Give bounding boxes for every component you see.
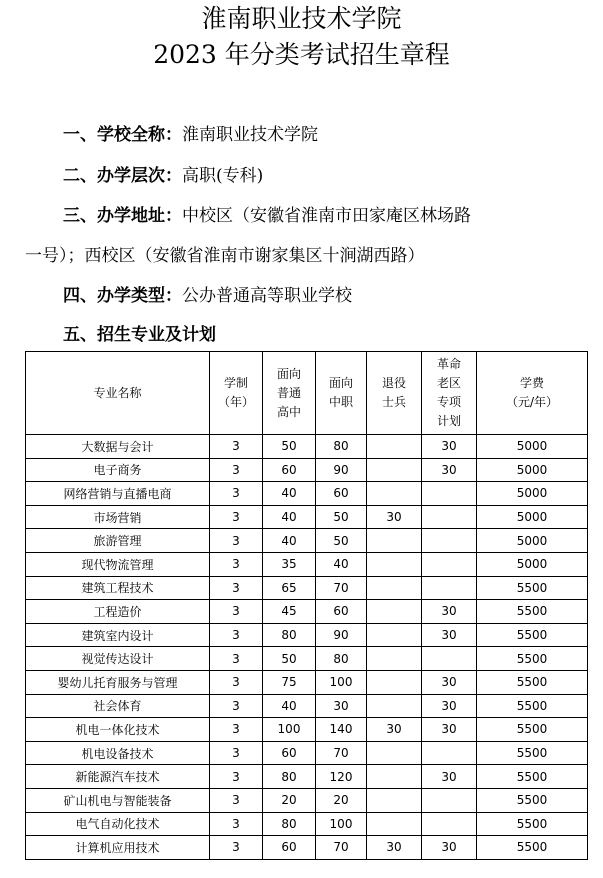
header-high-school: 面向 普通 高中 <box>263 352 316 435</box>
cell-vocational: 20 <box>316 788 367 812</box>
cell-tuition: 5500 <box>477 694 588 718</box>
table-row <box>26 600 588 624</box>
cell-duration: 3 <box>210 600 263 624</box>
cell-tuition: 5500 <box>477 670 588 694</box>
cell-duration: 3 <box>210 788 263 812</box>
cell-major-name: 电子商务 <box>26 458 210 482</box>
cell-major-name: 社会体育 <box>26 694 210 718</box>
cell-major-name: 工程造价 <box>26 600 210 624</box>
cell-high-school: 40 <box>263 529 316 553</box>
header-major-name: 专业名称 <box>26 352 210 435</box>
cell-veterans <box>367 812 422 836</box>
cell-veterans <box>367 458 422 482</box>
cell-veterans <box>367 435 422 459</box>
section-value: 高职(专科) <box>182 166 264 186</box>
section-address-continued <box>25 245 425 267</box>
cell-veterans <box>367 623 422 647</box>
cell-duration: 3 <box>210 718 263 742</box>
table-row <box>26 529 588 553</box>
cell-tuition: 5500 <box>477 600 588 624</box>
cell-veterans <box>367 765 422 789</box>
cell-revolutionary-area: 30 <box>422 765 477 789</box>
cell-tuition: 5500 <box>477 647 588 671</box>
cell-vocational: 90 <box>316 458 367 482</box>
cell-veterans: 30 <box>367 836 422 860</box>
cell-revolutionary-area <box>422 741 477 765</box>
cell-duration: 3 <box>210 812 263 836</box>
cell-high-school: 45 <box>263 600 316 624</box>
cell-duration: 3 <box>210 552 263 576</box>
cell-major-name: 现代物流管理 <box>26 552 210 576</box>
cell-duration: 3 <box>210 529 263 553</box>
cell-duration: 3 <box>210 576 263 600</box>
table-row <box>26 623 588 647</box>
cell-duration: 3 <box>210 505 263 529</box>
cell-veterans <box>367 788 422 812</box>
cell-vocational: 50 <box>316 505 367 529</box>
cell-high-school: 60 <box>263 741 316 765</box>
section-value: 一号）；西校区（安徽省淮南市谢家集区十涧湖西路） <box>25 246 425 266</box>
cell-major-name: 大数据与会计 <box>26 435 210 459</box>
cell-major-name: 市场营销 <box>26 505 210 529</box>
cell-vocational: 70 <box>316 741 367 765</box>
cell-high-school: 40 <box>263 505 316 529</box>
table-row <box>26 765 588 789</box>
cell-vocational: 120 <box>316 765 367 789</box>
cell-major-name: 计算机应用技术 <box>26 836 210 860</box>
header-veterans: 退役 士兵 <box>367 352 422 435</box>
cell-major-name: 视觉传达设计 <box>26 647 210 671</box>
table-row <box>26 647 588 671</box>
cell-revolutionary-area: 30 <box>422 623 477 647</box>
cell-tuition: 5000 <box>477 435 588 459</box>
table-row <box>26 741 588 765</box>
cell-revolutionary-area <box>422 812 477 836</box>
enrollment-table <box>25 351 588 860</box>
document-subtitle: 2023 年分类考试招生章程 <box>153 40 450 69</box>
cell-vocational: 80 <box>316 647 367 671</box>
header-duration: 学制 （年） <box>210 352 263 435</box>
table-row <box>26 812 588 836</box>
section-label: 二、办学层次： <box>63 166 182 186</box>
table-row <box>26 670 588 694</box>
cell-revolutionary-area <box>422 482 477 506</box>
section-enrollment-plan <box>63 324 216 346</box>
table-row <box>26 718 588 742</box>
cell-vocational: 30 <box>316 694 367 718</box>
table-row <box>26 552 588 576</box>
cell-revolutionary-area: 30 <box>422 458 477 482</box>
table-row <box>26 435 588 459</box>
cell-vocational: 90 <box>316 623 367 647</box>
header-revolutionary-area: 革命 老区 专项 计划 <box>422 352 477 435</box>
cell-high-school: 60 <box>263 836 316 860</box>
cell-veterans <box>367 576 422 600</box>
cell-high-school: 75 <box>263 670 316 694</box>
table-row <box>26 505 588 529</box>
cell-high-school: 100 <box>263 718 316 742</box>
cell-high-school: 80 <box>263 623 316 647</box>
cell-veterans <box>367 600 422 624</box>
section-type <box>63 285 352 307</box>
cell-high-school: 65 <box>263 576 316 600</box>
cell-tuition: 5000 <box>477 529 588 553</box>
cell-tuition: 5500 <box>477 741 588 765</box>
cell-high-school: 80 <box>263 812 316 836</box>
cell-veterans <box>367 482 422 506</box>
cell-duration: 3 <box>210 670 263 694</box>
cell-revolutionary-area: 30 <box>422 670 477 694</box>
cell-revolutionary-area <box>422 788 477 812</box>
cell-veterans <box>367 552 422 576</box>
section-school-name <box>63 124 318 146</box>
section-label: 四、办学类型： <box>63 286 182 306</box>
cell-vocational: 80 <box>316 435 367 459</box>
cell-veterans <box>367 694 422 718</box>
section-value: 公办普通高等职业学校 <box>182 286 352 306</box>
cell-veterans <box>367 670 422 694</box>
table-row <box>26 836 588 860</box>
section-value: 中校区（安徽省淮南市田家庵区林场路 <box>182 206 471 226</box>
cell-high-school: 20 <box>263 788 316 812</box>
cell-veterans <box>367 647 422 671</box>
cell-revolutionary-area <box>422 552 477 576</box>
section-address <box>63 205 471 227</box>
cell-veterans <box>367 529 422 553</box>
cell-high-school: 60 <box>263 458 316 482</box>
section-level <box>63 165 263 187</box>
table-row <box>26 458 588 482</box>
cell-major-name: 新能源汽车技术 <box>26 765 210 789</box>
cell-revolutionary-area: 30 <box>422 694 477 718</box>
cell-duration: 3 <box>210 435 263 459</box>
cell-high-school: 50 <box>263 647 316 671</box>
table-row <box>26 788 588 812</box>
cell-revolutionary-area: 30 <box>422 435 477 459</box>
cell-major-name: 网络营销与直播电商 <box>26 482 210 506</box>
cell-major-name: 婴幼儿托育服务与管理 <box>26 670 210 694</box>
cell-tuition: 5500 <box>477 718 588 742</box>
cell-duration: 3 <box>210 836 263 860</box>
section-value: 淮南职业技术学院 <box>182 125 318 145</box>
section-label: 一、学校全称： <box>63 125 182 145</box>
table-row <box>26 694 588 718</box>
cell-tuition: 5500 <box>477 812 588 836</box>
section-label: 三、办学地址： <box>63 206 182 226</box>
cell-tuition: 5500 <box>477 576 588 600</box>
cell-vocational: 60 <box>316 600 367 624</box>
cell-vocational: 50 <box>316 529 367 553</box>
cell-vocational: 70 <box>316 836 367 860</box>
cell-tuition: 5000 <box>477 552 588 576</box>
cell-high-school: 35 <box>263 552 316 576</box>
cell-vocational: 100 <box>316 670 367 694</box>
section-heading: 五、招生专业及计划 <box>63 325 216 345</box>
cell-tuition: 5000 <box>477 458 588 482</box>
cell-vocational: 100 <box>316 812 367 836</box>
cell-tuition: 5000 <box>477 505 588 529</box>
cell-revolutionary-area <box>422 576 477 600</box>
cell-tuition: 5500 <box>477 765 588 789</box>
cell-revolutionary-area: 30 <box>422 836 477 860</box>
header-vocational: 面向 中职 <box>316 352 367 435</box>
cell-major-name: 机电设备技术 <box>26 741 210 765</box>
cell-veterans <box>367 741 422 765</box>
table-row <box>26 576 588 600</box>
cell-tuition: 5500 <box>477 836 588 860</box>
cell-duration: 3 <box>210 765 263 789</box>
cell-tuition: 5500 <box>477 788 588 812</box>
cell-revolutionary-area: 30 <box>422 600 477 624</box>
cell-duration: 3 <box>210 647 263 671</box>
cell-duration: 3 <box>210 458 263 482</box>
cell-vocational: 40 <box>316 552 367 576</box>
cell-duration: 3 <box>210 741 263 765</box>
cell-revolutionary-area <box>422 529 477 553</box>
cell-duration: 3 <box>210 694 263 718</box>
cell-high-school: 40 <box>263 694 316 718</box>
cell-veterans: 30 <box>367 718 422 742</box>
cell-vocational: 60 <box>316 482 367 506</box>
table-header-row <box>26 352 588 435</box>
cell-tuition: 5000 <box>477 482 588 506</box>
cell-vocational: 70 <box>316 576 367 600</box>
cell-revolutionary-area <box>422 505 477 529</box>
cell-high-school: 40 <box>263 482 316 506</box>
cell-major-name: 矿山机电与智能装备 <box>26 788 210 812</box>
cell-major-name: 建筑工程技术 <box>26 576 210 600</box>
cell-revolutionary-area: 30 <box>422 718 477 742</box>
table-body <box>26 435 588 860</box>
cell-tuition: 5500 <box>477 623 588 647</box>
cell-high-school: 50 <box>263 435 316 459</box>
cell-duration: 3 <box>210 623 263 647</box>
table-row <box>26 482 588 506</box>
cell-major-name: 建筑室内设计 <box>26 623 210 647</box>
cell-revolutionary-area <box>422 647 477 671</box>
cell-duration: 3 <box>210 482 263 506</box>
cell-major-name: 旅游管理 <box>26 529 210 553</box>
cell-major-name: 机电一体化技术 <box>26 718 210 742</box>
cell-veterans: 30 <box>367 505 422 529</box>
cell-major-name: 电气自动化技术 <box>26 812 210 836</box>
document-title: 淮南职业技术学院 <box>201 4 402 33</box>
cell-high-school: 80 <box>263 765 316 789</box>
header-tuition: 学费 （元/年） <box>477 352 588 435</box>
cell-vocational: 140 <box>316 718 367 742</box>
